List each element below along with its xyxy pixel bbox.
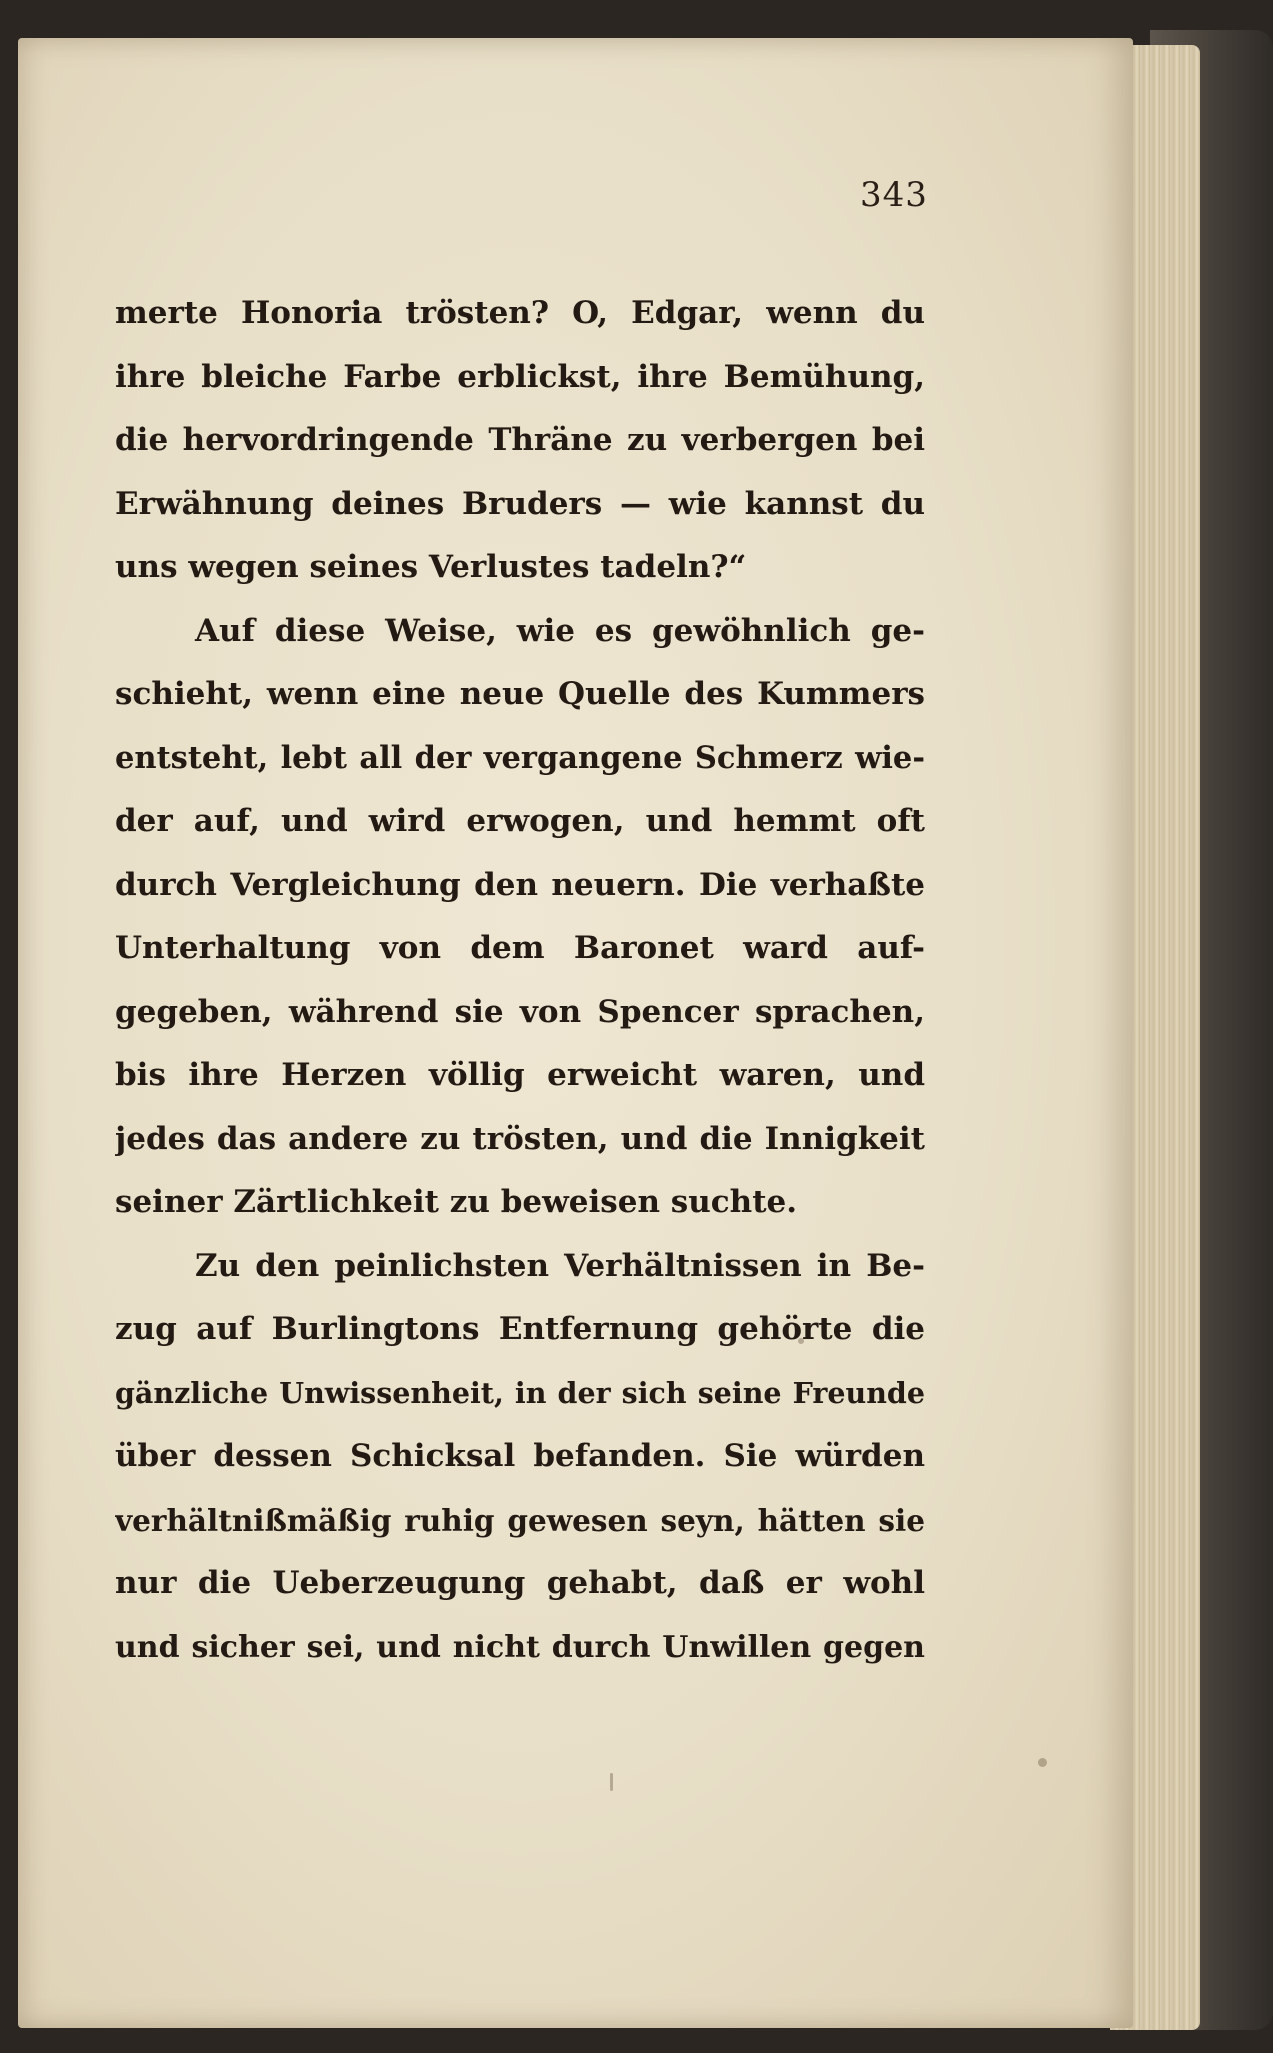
text-line: jedes das andere zu trösten, und die Innigkeit xyxy=(115,1120,925,1157)
text-line: der auf, und wird erwogen, und hemmt oft xyxy=(115,803,925,839)
text-line: die hervordringende Thräne zu verbergen bei xyxy=(115,422,925,458)
body-text xyxy=(115,282,925,1679)
text-line: nur die Ueberzeugung gehabt, daß er wohl xyxy=(115,1565,925,1601)
text-line: verhältnißmäßig ruhig gewesen seyn, hätten sie xyxy=(115,1502,925,1538)
text-line: seiner Zärtlichkeit zu beweisen suchte. xyxy=(115,1184,798,1220)
text-line: zug auf Burlingtons Entfernung gehörte die xyxy=(115,1311,925,1347)
text-line: und sicher sei, und nicht durch Unwillen gegen xyxy=(115,1629,925,1665)
text-line: durch Vergleichung den neuern. Die verhaßte xyxy=(115,866,925,903)
text-line: bis ihre Herzen völlig erweicht waren, und xyxy=(115,1057,925,1093)
text-line: ihre bleiche Farbe erblickst, ihre Bemühung, xyxy=(115,358,925,395)
page-number: 343 xyxy=(860,175,928,215)
paragraph-start-line: Auf diese Weise, wie es gewöhnlich ge- xyxy=(195,612,925,649)
paper-speck xyxy=(1038,1758,1047,1767)
text-line: Unterhaltung von dem Baronet ward auf- xyxy=(115,930,925,966)
text-line: gegeben, während sie von Spencer sprachen, xyxy=(115,993,925,1030)
text-line: über dessen Schicksal befanden. Sie würden xyxy=(115,1438,925,1474)
paragraph-start-line: Zu den peinlichsten Verhältnissen in Be- xyxy=(195,1247,925,1284)
text-line: gänzliche Unwissenheit, in der sich seine Freunde xyxy=(115,1375,925,1410)
paper-speck xyxy=(610,1773,613,1791)
text-line: Erwähnung deines Bruders — wie kannst du xyxy=(115,485,925,522)
text-line: schieht, wenn eine neue Quelle des Kummers xyxy=(115,676,925,712)
text-line: uns wegen seines Verlustes tadeln?“ xyxy=(115,549,747,585)
text-line: merte Honoria trösten? O, Edgar, wenn du xyxy=(115,295,925,331)
text-line: entsteht, lebt all der vergangene Schmerz wie- xyxy=(115,739,925,776)
